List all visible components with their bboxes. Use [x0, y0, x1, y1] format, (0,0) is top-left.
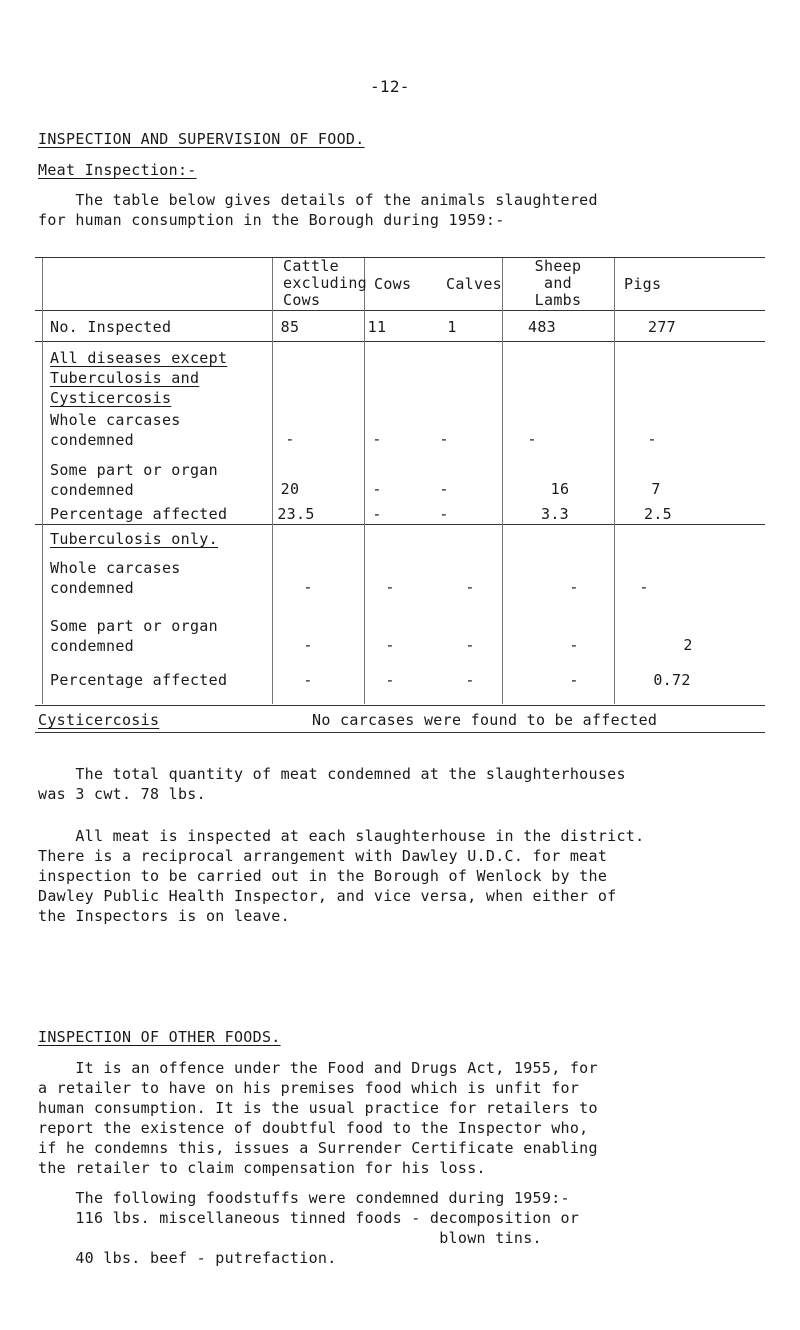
cell-cows: -: [385, 636, 395, 654]
paragraph-line: The total quantity of meat condemned at the slaughterhouses: [38, 765, 626, 783]
row-label-line: condemned: [50, 431, 134, 449]
cell-cattle: -: [285, 430, 295, 448]
paragraph-line: All meat is inspected at each slaughterhouse in the district.: [38, 827, 645, 845]
row-label-line: condemned: [50, 481, 134, 499]
section-tuberculosis-title: Tuberculosis only.: [50, 530, 218, 548]
header-sheep: [510, 258, 606, 309]
header-pigs: Pigs: [624, 275, 662, 293]
paragraph-line: There is a reciprocal arrangement with Dawley U.D.C. for meat: [38, 847, 608, 865]
paragraph-line: the retailer to claim compensation for his loss.: [38, 1159, 486, 1177]
header-cattle-line: excluding: [283, 274, 367, 292]
cell-cattle: 20: [280, 480, 300, 498]
cell-sheep: 3.3: [541, 505, 569, 523]
paragraph-line: human consumption. It is the usual practice for retailers to: [38, 1099, 598, 1117]
intro-line: The table below gives details of the animals slaughtered: [38, 191, 598, 209]
paragraph-line: Dawley Public Health Inspector, and vice versa, when either of: [38, 887, 617, 905]
cell-calves: -: [465, 578, 475, 596]
cell-pigs: 0.72: [653, 671, 691, 689]
list-intro: The following foodstuffs were condemned during 1959:-: [38, 1189, 570, 1207]
cell-sheep: 483: [528, 318, 556, 336]
row-label: [50, 410, 181, 450]
section-title-line: Cysticercosis: [50, 389, 172, 407]
paragraph-line: the Inspectors is on leave.: [38, 907, 290, 925]
cell-pigs: 2: [683, 636, 693, 654]
row-label-line: Whole carcases: [50, 411, 181, 429]
row-label: Percentage affected: [50, 671, 228, 689]
row-note: No carcases were found to be affected: [312, 711, 658, 729]
paragraph-line: It is an offence under the Food and Drugs Act, 1955, for: [38, 1059, 598, 1077]
paragraph-line: if he condemns this, issues a Surrender Certificate enabling: [38, 1139, 598, 1157]
intro-paragraph: [38, 190, 598, 230]
header-cattle-line: Cattle: [283, 257, 339, 275]
cell-pigs: -: [639, 578, 649, 596]
header-cattle-line: Cows: [283, 291, 321, 309]
row-label-line: Some part or organ: [50, 461, 218, 479]
cell-sheep: -: [569, 636, 579, 654]
cell-calves: 1: [447, 318, 457, 336]
cell-pigs: -: [647, 430, 657, 448]
row-label-line: Some part or organ: [50, 617, 218, 635]
cell-cattle: -: [303, 671, 313, 689]
header-cattle: [283, 258, 367, 309]
total-condemned-paragraph: [38, 764, 626, 804]
row-label: [50, 558, 181, 598]
header-sheep-line: Sheep: [534, 257, 582, 275]
cell-pigs: 277: [648, 318, 676, 336]
paragraph-line: was 3 cwt. 78 lbs.: [38, 785, 206, 803]
cell-calves: -: [439, 505, 449, 523]
section-title-line: All diseases except: [50, 349, 228, 367]
other-foods-heading: INSPECTION OF OTHER FOODS.: [38, 1028, 281, 1046]
header-cows: Cows: [374, 275, 412, 293]
cell-calves: -: [465, 636, 475, 654]
header-sheep-line: Lambs: [534, 291, 582, 309]
list-item: 40 lbs. beef - putrefaction.: [38, 1249, 337, 1267]
table-rule: [35, 524, 765, 525]
cell-cows: 11: [367, 318, 387, 336]
cell-cows: -: [385, 671, 395, 689]
cell-cows: -: [372, 430, 382, 448]
paragraph-line: inspection to be carried out in the Borough of Wenlock by the: [38, 867, 608, 885]
cell-sheep: -: [569, 578, 579, 596]
cell-cows: -: [385, 578, 395, 596]
cell-calves: -: [439, 480, 449, 498]
other-foods-paragraph: [38, 1058, 598, 1178]
cell-cattle: 23.5: [277, 505, 315, 523]
table-rule: [35, 341, 765, 342]
row-label-line: Whole carcases: [50, 559, 181, 577]
table-rule: [35, 705, 765, 706]
cell-pigs: 7: [651, 480, 661, 498]
cell-cows: -: [372, 505, 382, 523]
table-divider: [614, 258, 615, 704]
cell-cattle: -: [303, 578, 313, 596]
page-title: INSPECTION AND SUPERVISION OF FOOD.: [38, 130, 365, 148]
header-calves: Calves: [446, 275, 502, 293]
cell-pigs: 2.5: [644, 505, 672, 523]
row-label-line: condemned: [50, 579, 134, 597]
cell-cattle: 85: [280, 318, 300, 336]
paragraph-line: a retailer to have on his premises food which is unfit for: [38, 1079, 580, 1097]
meat-inspection-subheading: Meat Inspection:-: [38, 161, 197, 179]
section-title-line: Tuberculosis and: [50, 369, 200, 387]
cell-calves: -: [465, 671, 475, 689]
header-sheep-line: and: [544, 274, 572, 292]
table-rule: [35, 257, 765, 258]
row-label: No. Inspected: [50, 318, 172, 336]
row-label: Percentage affected: [50, 505, 228, 523]
cell-cows: -: [372, 480, 382, 498]
table-rule: [35, 732, 765, 733]
row-label: [50, 616, 218, 656]
row-label: Cysticercosis: [38, 711, 160, 729]
list-item: blown tins.: [38, 1229, 542, 1247]
inspection-arrangement-paragraph: [38, 826, 645, 926]
table-divider: [42, 258, 43, 704]
cell-sheep: -: [527, 430, 537, 448]
section-all-diseases-title: [50, 348, 227, 408]
paragraph-line: report the existence of doubtful food to the Inspector who,: [38, 1119, 589, 1137]
cell-cattle: -: [303, 636, 313, 654]
cell-sheep: 16: [550, 480, 570, 498]
cell-calves: -: [439, 430, 449, 448]
list-item: 116 lbs. miscellaneous tinned foods - decomposition or: [38, 1209, 580, 1227]
row-label-line: condemned: [50, 637, 134, 655]
page-number: -12-: [370, 77, 410, 96]
condemned-foods-list: [38, 1188, 579, 1268]
cell-sheep: -: [569, 671, 579, 689]
table-rule: [35, 310, 765, 311]
intro-line: for human consumption in the Borough during 1959:-: [38, 211, 505, 229]
row-label: [50, 460, 218, 500]
table-divider: [502, 258, 503, 704]
